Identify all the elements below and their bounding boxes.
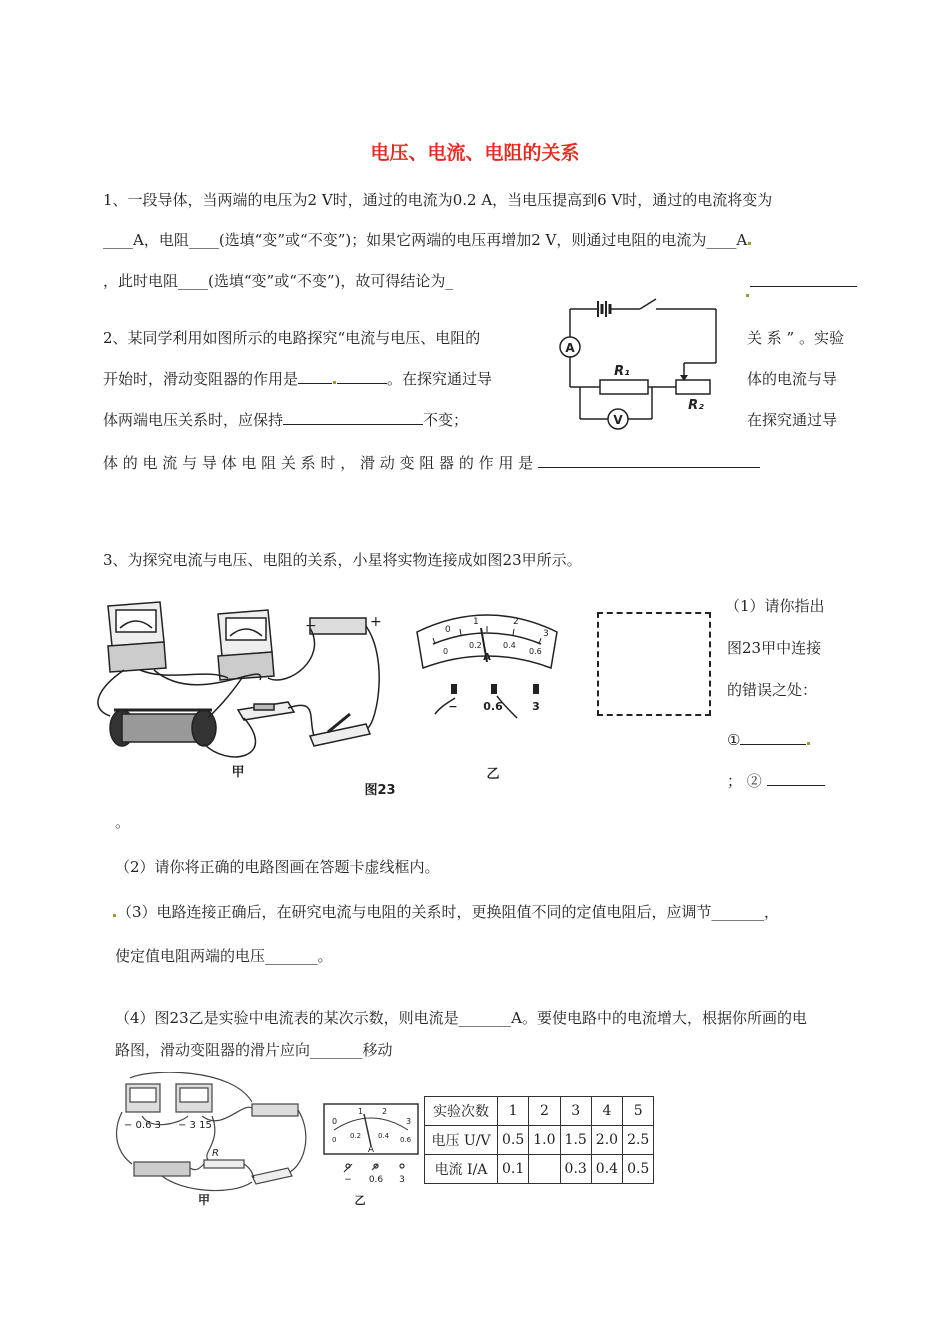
q2-blank-role[interactable] xyxy=(298,369,332,384)
q3-period: 。 xyxy=(115,813,131,831)
terminal-neg: − xyxy=(448,700,458,713)
fig2-meter-tick-2: 2 xyxy=(382,1107,388,1116)
resistor-r2-label: R₂ xyxy=(688,398,704,413)
q1-conclusion-blank[interactable] xyxy=(750,286,857,287)
q2-blank-role-2[interactable] xyxy=(337,369,387,384)
meter-tick-2: 2 xyxy=(513,617,519,627)
q2-line3-text: 体两端电压关系时，应保持 xyxy=(103,411,284,429)
q1-marker xyxy=(745,282,750,301)
marker-dot xyxy=(746,294,749,297)
q2-line2 xyxy=(103,369,492,389)
q3-blank-error2[interactable] xyxy=(767,771,825,786)
q2-line2-text: 开始时，滑动变阻器的作用是 xyxy=(103,370,299,388)
q2-line3-text-2: 不变； xyxy=(423,411,469,429)
meter-tick-3: 3 xyxy=(543,629,549,639)
q3-part3-line1 xyxy=(112,902,779,922)
q2-line1: 2、某同学利用如图所示的电路探究“电流与电压、电阻的 xyxy=(103,329,481,347)
voltmeter-label: V xyxy=(613,413,623,427)
q3-part4-line1: （4）图23乙是实验中电流表的某次示数，则电流是_______A。要使电路中的电流增大，根据你所画的电 xyxy=(115,1009,807,1027)
table-cell: 电压 U/V xyxy=(425,1126,498,1155)
table-cell: 电流 I/A xyxy=(425,1155,498,1184)
meter-small-tick-3: 0.6 xyxy=(529,647,542,656)
fig2-meter-tick-0: 0 xyxy=(332,1117,338,1126)
table-header-cell: 1 xyxy=(498,1097,529,1126)
q2-blank-role-resistance[interactable] xyxy=(538,453,760,468)
table-row xyxy=(425,1097,654,1126)
ammeter-label: A xyxy=(565,341,575,355)
fig23-jia-label: 甲 xyxy=(231,765,245,780)
meter-unit: A xyxy=(483,652,491,663)
q3-part2: （2）请你将正确的电路图画在答题卡虚线框内。 xyxy=(115,858,440,876)
table-cell: 2.0 xyxy=(591,1126,622,1155)
fig2-terminal-neg: − xyxy=(344,1175,352,1185)
q1-line1: 1、一段导体，当两端的电压为2 V时，通过的电流为0.2 A，当电压提高到6 V时，通过的电流将变为 xyxy=(103,191,773,209)
circuit-diagram xyxy=(552,295,722,435)
q3-p1-line4 xyxy=(727,730,811,750)
table-cell: 1.5 xyxy=(560,1126,591,1155)
q3-p1-line5 xyxy=(727,771,825,791)
data-table-wrap xyxy=(424,1096,654,1184)
q2-line2-right: 体的电流与导 xyxy=(747,370,838,388)
q2-blank-keep[interactable] xyxy=(283,410,423,425)
q3-intro: 3、为探究电流与电压、电阻的关系，小星将实物连接成如图23甲所示。 xyxy=(103,551,582,569)
q3-p1-line3: 的错误之处： xyxy=(727,681,818,699)
meter-small-tick-0: 0 xyxy=(443,647,449,656)
fig2-meter-tick-1: 1 xyxy=(358,1107,364,1116)
marker-dot xyxy=(807,742,810,745)
svg-text:+: + xyxy=(370,614,382,630)
fig2-meter-tick-3: 3 xyxy=(406,1117,412,1126)
q3-part3-text: （3）电路连接正确后，在研究电流与电阻的关系时，更换阻值不同的定值电阻后，应调节_______， xyxy=(117,903,780,921)
fig2-meter-small-2: 0.4 xyxy=(378,1132,390,1140)
data-table xyxy=(424,1096,654,1184)
table-cell: 0.3 xyxy=(560,1155,591,1184)
fig2-ammeter-terminals: − 0.6 3 xyxy=(124,1120,162,1131)
fig2-voltmeter-terminals: − 3 15 xyxy=(178,1120,212,1131)
figure-23-yi-meter xyxy=(405,602,570,782)
table-header-cell: 3 xyxy=(560,1097,591,1126)
resistor-r1-label: R₁ xyxy=(614,364,630,379)
terminal-06: 0.6 xyxy=(483,700,503,713)
fig23-yi-label: 乙 xyxy=(486,767,500,782)
q2-line1-right: 关 系 ” 。实验 xyxy=(747,329,844,347)
q1-line3: ，此时电阻____(选填“变”或“不变”)，故可得结论为_ xyxy=(103,272,453,290)
table-cell: 0.4 xyxy=(591,1155,622,1184)
q3-part3-line2: 使定值电阻两端的电压_______。 xyxy=(115,947,333,965)
q1-line2 xyxy=(103,230,752,250)
table-cell: 0.5 xyxy=(498,1126,529,1155)
q2-line4 xyxy=(103,453,760,473)
meter-small-tick-2: 0.4 xyxy=(503,641,516,650)
table-header-cell: 2 xyxy=(529,1097,560,1126)
q2-line3-right: 在探究通过导 xyxy=(747,411,838,429)
table-row xyxy=(425,1126,654,1155)
fig2-meter-small-1: 0.2 xyxy=(350,1132,362,1140)
q3-blank-error1[interactable] xyxy=(740,730,806,745)
q3-p1-semicolon: ； xyxy=(727,772,743,790)
figure-23-jia xyxy=(78,598,396,798)
q3-p1-circle1: ① xyxy=(727,731,741,749)
q3-p1-line1: （1）请你指出 xyxy=(725,597,825,615)
meter-tick-1: 1 xyxy=(473,617,479,627)
marker-dot xyxy=(748,242,751,245)
svg-text:−: − xyxy=(305,618,317,634)
table-row xyxy=(425,1155,654,1184)
page-title: 电压、电流、电阻的关系 xyxy=(370,142,580,164)
marker-dot xyxy=(333,381,336,384)
q3-p1-line2: 图23甲中连接 xyxy=(727,639,822,657)
table-cell: 2.5 xyxy=(623,1126,654,1155)
table-header-cell: 实验次数 xyxy=(425,1097,498,1126)
terminal-3: 3 xyxy=(532,700,540,713)
fig2-yi-label: 乙 xyxy=(354,1194,366,1207)
q1-line2-text: ____A，电阻____(选填“变”或“不变”)；如果它两端的电压再增加2 V，则通过电阻的电流为____A xyxy=(103,231,748,249)
q3-p1-circle2: ② xyxy=(746,772,762,790)
q2-line2-text-2: 。在探究通过导 xyxy=(387,370,493,388)
figure-bottom-yi-meter xyxy=(320,1100,422,1210)
table-cell[interactable] xyxy=(529,1155,560,1184)
q3-part4-line2: 路图，滑动变阻器的滑片应向_______移动 xyxy=(115,1041,393,1059)
table-cell: 0.1 xyxy=(498,1155,529,1184)
fig2-jia-label: 甲 xyxy=(197,1193,211,1207)
meter-tick-0: 0 xyxy=(445,625,451,635)
meter-small-tick-1: 0.2 xyxy=(469,641,482,650)
table-header-cell: 4 xyxy=(591,1097,622,1126)
fig2-terminal-06: 0.6 xyxy=(368,1175,384,1185)
figure-bottom-jia xyxy=(112,1072,312,1210)
fig2-terminal-3: 3 xyxy=(399,1175,405,1185)
table-header-cell: 5 xyxy=(623,1097,654,1126)
answer-dashed-box[interactable] xyxy=(597,612,711,716)
fig2-meter-small-3: 0.6 xyxy=(400,1136,412,1144)
fig2-meter-unit: A xyxy=(367,1145,375,1155)
fig2-meter-small-0: 0 xyxy=(332,1136,337,1144)
table-cell: 1.0 xyxy=(529,1126,560,1155)
marker-dot xyxy=(113,914,116,917)
table-cell: 0.5 xyxy=(623,1155,654,1184)
fig23-caption: 图23 xyxy=(364,783,396,798)
fig2-resistor-label: R xyxy=(212,1148,219,1159)
q2-line4-text: 体 的 电 流 与 导 体 电 阻 关 系 时 ， 滑 动 变 阻 器 的 作 用 是 xyxy=(103,454,534,472)
q2-line3 xyxy=(103,410,468,430)
